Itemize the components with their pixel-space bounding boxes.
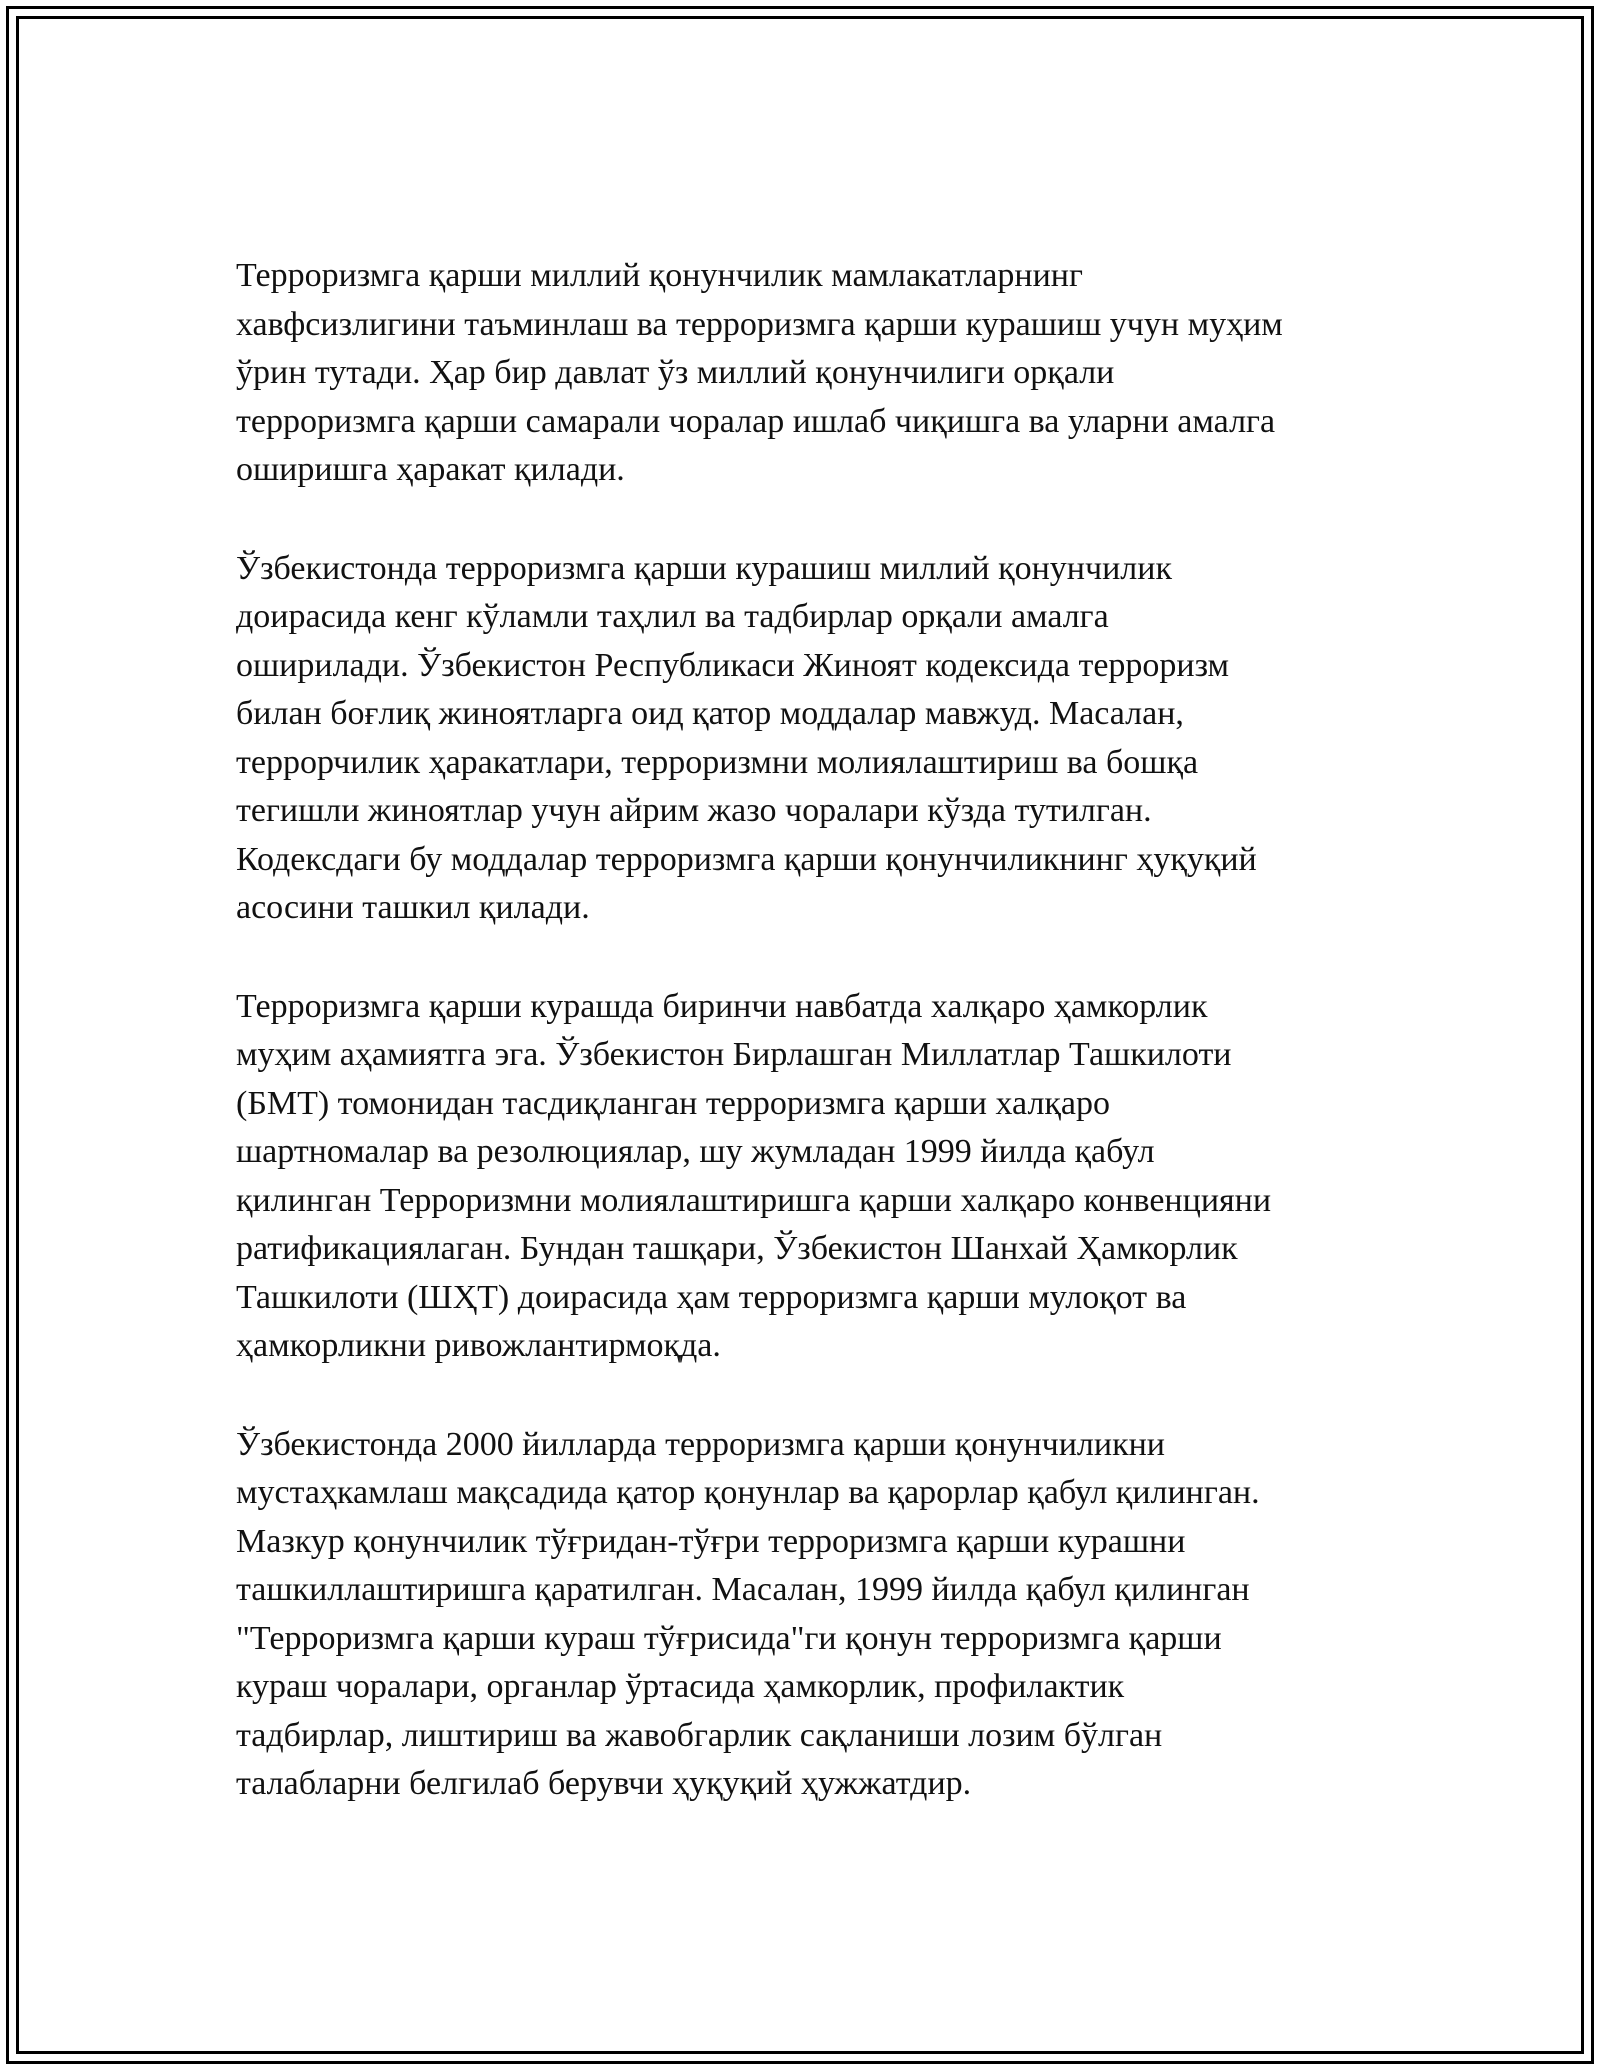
paragraph-3: Терроризмга қарши курашда биринчи навбатда халқаро ҳамкорлик муҳим аҳамиятга эга. Ўзбекистон Бирлашган Миллатлар Ташкилоти (БМТ) томонидан тасдиқланган терроризмга қарши халқаро шартномалар ва резолюциялар, шу жумладан 1999 йилда қабул қилинган Терроризмни молиялаштиришга қарши халқаро конвенцияни ратификациялаган. Бундан ташқари, Ўзбекистон Шанхай Ҳамкорлик Ташкилоти (ШҲТ) доирасида ҳам терроризмга қарши мулоқот ва ҳамкорликни ривожлантирмоқда. — [236, 987, 1272, 1364]
paragraph-1: Терроризмга қарши миллий қонунчилик мамлакатларнинг хавфсизлигини таъминлаш ва терроризмга қарши курашиш учун муҳим ўрин тутади. Ҳар бир давлат ўз миллий қонунчилиги орқали терроризмга қарши самарали чоралар ишлаб чиқишга ва уларни амалга оширишга ҳаракат қилади. — [236, 257, 1283, 488]
document-body — [236, 252, 1376, 1809]
paragraph-2: Ўзбекистонда терроризмга қарши курашиш миллий қонунчилик доирасида кенг кўламли таҳлил ва тадбирлар орқали амалга оширилади. Ўзбекистон Республикаси Жиноят кодексида терроризм билан боғлиқ жиноятларга оид қатор моддалар мавжуд. Масалан, террорчилик ҳаракатлари, терроризмни молиялаштириш ва бошқа тегишли жиноятлар учун айрим жазо чоралари кўзда тутилган. Кодексдаги бу моддалар терроризмга қарши қонунчиликнинг ҳуқуқий асосини ташкил қилади. — [236, 549, 1257, 926]
paragraph-4: Ўзбекистонда 2000 йилларда терроризмга қарши қонунчиликни мустаҳкамлаш мақсадида қатор қонунлар ва қарорлар қабул қилинган. Мазкур қонунчилик тўғридан-тўғри терроризмга қарши курашни ташкиллаштиришга қаратилган. Масалан, 1999 йилда қабул қилинган "Терроризмга қарши кураш тўғрисида"ги қонун терроризмга қарши кураш чоралари, органлар ўртасида ҳамкорлик, профилактик тадбирлар, лиштириш ва жавобгарлик сақланиши лозим бўлган талабларни белгилаб берувчи ҳуқуқий ҳужжатдир. — [236, 1425, 1260, 1802]
